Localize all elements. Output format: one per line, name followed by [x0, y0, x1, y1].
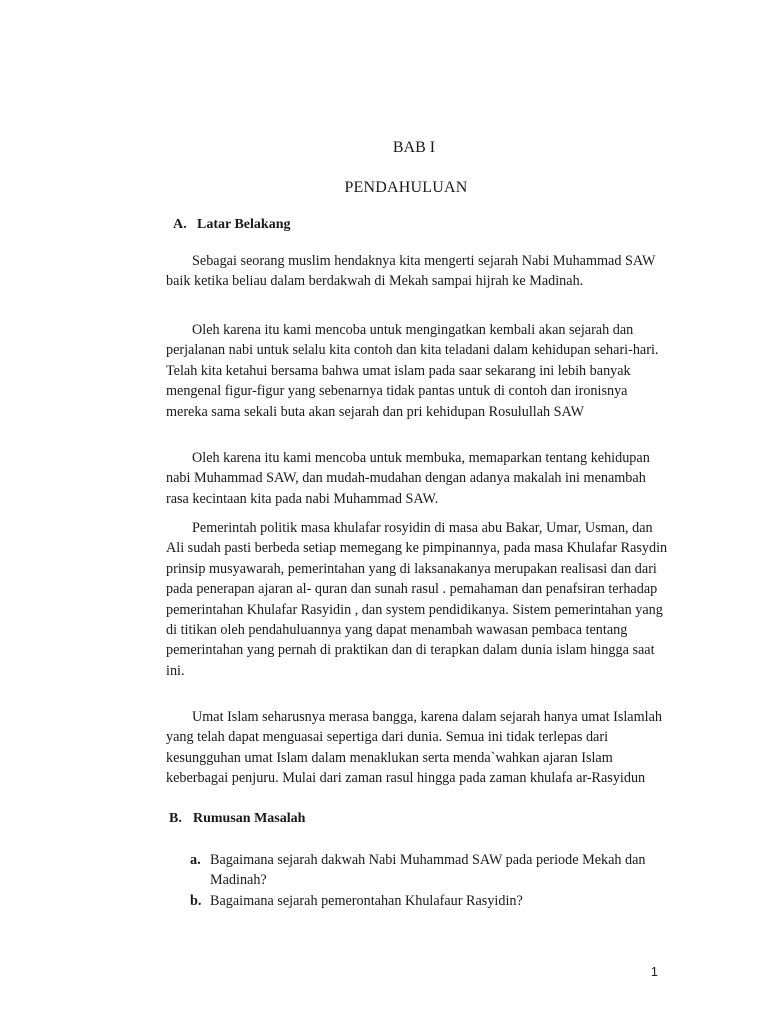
paragraph-3: Oleh karena itu kami mencoba untuk membuka, memaparkan tentang kehidupan nabi Muhammad SAW, dan mudah-mudahan dengan adanya makalah ini menambah rasa kecintaan kita pada nabi Muhammad SAW.	[166, 450, 650, 507]
chapter-number: BAB I	[392, 139, 436, 156]
section-a-title: Latar Belakang	[197, 217, 291, 232]
section-b-title: Rumusan Masalah	[193, 811, 306, 826]
list-item	[190, 850, 670, 891]
section-b-heading	[169, 811, 305, 827]
paragraph-4: Pemerintah politik masa khulafar rosyidin di masa abu Bakar, Umar, Usman, dan Ali sudah pasti berbeda setiap memegang ke pimpinannya, pada masa Khulafar Rasydin prinsip musyawarah, pemerintahan yang di laksanakanya merupakan realisasi dan dari pada penerapan ajaran al- quran dan sunah rasul . pemahaman dan penafsiran terhadap pemerintahan Khulafar Rasyidin , dan system pendidikanya. Sistem pemerintahan yang di titikan oleh pendahuluannya yang dapat menambah wawasan pembaca tentang pemerintahan yang pernah di praktikan dan di terapkan dalam dunia islam hingga saat ini.	[166, 520, 668, 679]
list-item-text: Bagaimana sejarah pemerontahan Khulafaur Rasyidin?	[210, 892, 523, 909]
list-item	[190, 891, 670, 911]
section-b-marker: B.	[169, 811, 182, 826]
chapter-title: PENDAHULUAN	[344, 179, 468, 196]
paragraph-2: Oleh karena itu kami mencoba untuk mengingatkan kembali akan sejarah dan perjalanan nabi untuk selalu kita contoh dan kita teladani dalam kehidupan sehari-hari. Telah kita ketahui bersama bahwa umat islam pada saar sekarang ini lebih banyak mengenal figur-figur yang sebenarnya tidak pantas untuk di contoh dan ironisnya mereka sama sekali buta akan sejarah dan pri kehidupan Rosulullah SAW	[166, 322, 659, 420]
list-item-marker: a.	[190, 852, 201, 868]
problem-list	[190, 850, 670, 911]
paragraph-5: Umat Islam seharusnya merasa bangga, karena dalam sejarah hanya umat Islamlah yang telah dapat menguasai sepertiga dari dunia. Semua ini tidak terlepas dari kesungguhan umat Islam dalam menaklukan serta menda`wahkan ajaran Islam keberbagai penjuru. Mulai dari zaman rasul hingga pada zaman khulafa ar-Rasyidun	[166, 709, 662, 787]
list-item-marker: b.	[190, 892, 202, 909]
paragraph-1: Sebagai seorang muslim hendaknya kita mengerti sejarah Nabi Muhammad SAW baik ketika beliau dalam berdakwah di Mekah sampai hijrah ke Madinah.	[166, 253, 656, 290]
section-a-heading	[173, 217, 290, 233]
section-a-marker: A.	[173, 217, 187, 232]
list-item-text: Bagaimana sejarah dakwah Nabi Muhammad SAW pada periode Mekah dan Madinah?	[210, 852, 646, 889]
page-number: 1	[650, 964, 658, 979]
